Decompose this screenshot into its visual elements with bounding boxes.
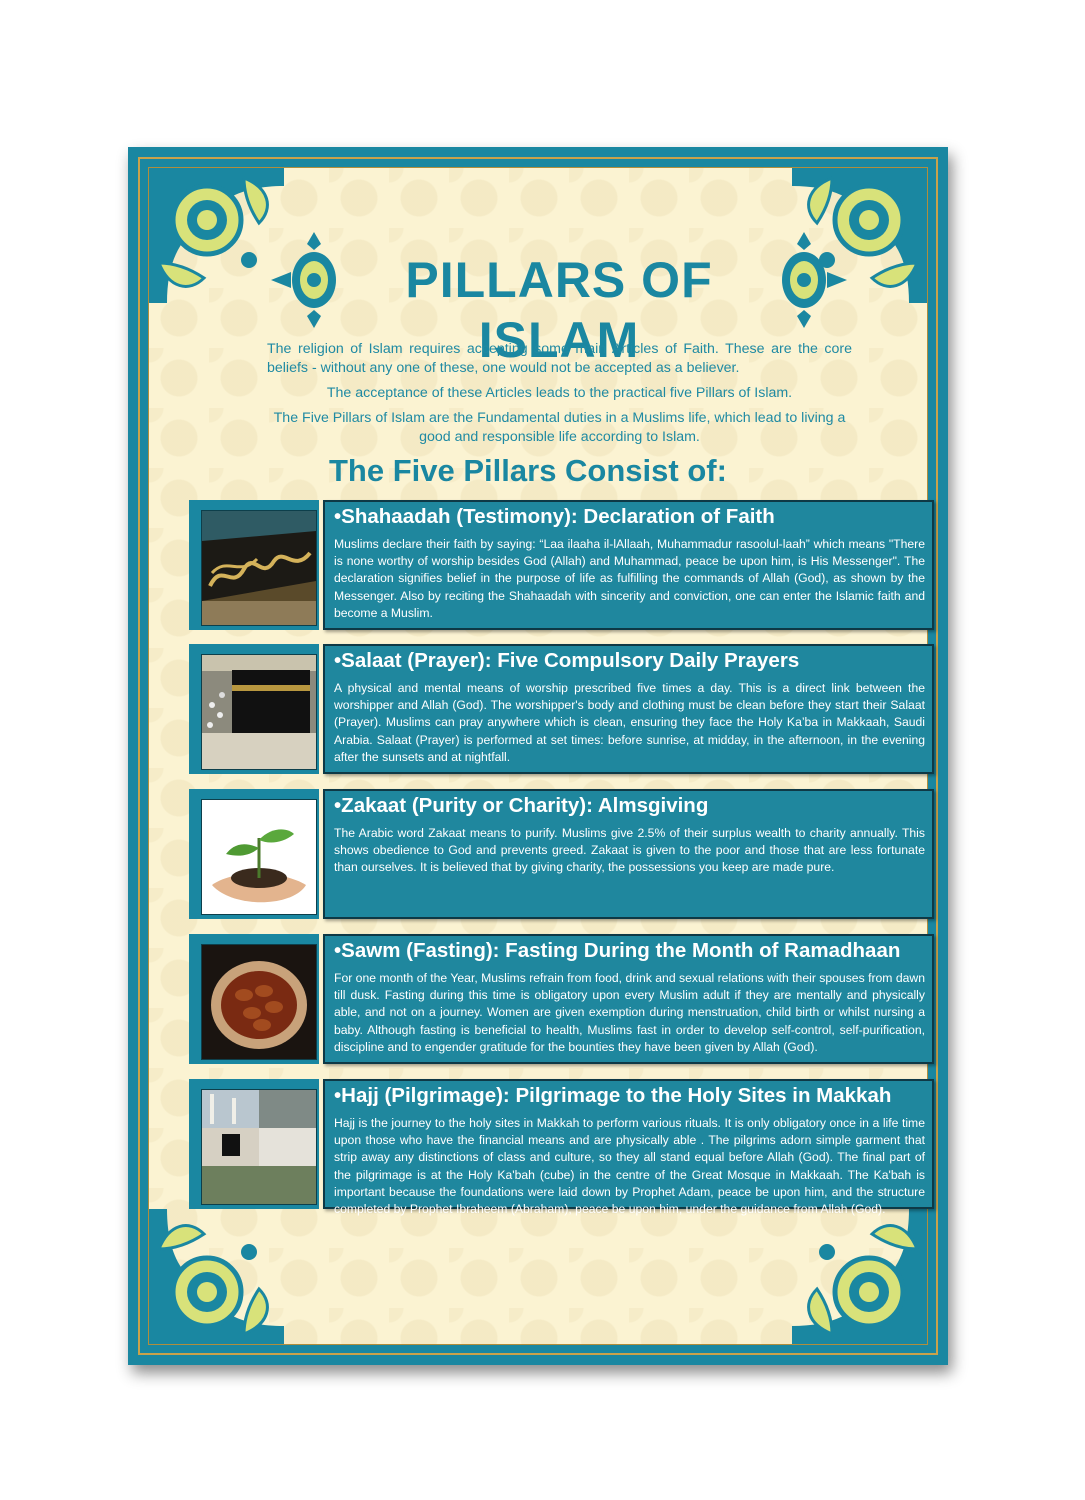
photo-frame <box>189 789 319 919</box>
pillar-salaat <box>189 644 934 774</box>
pillar-card <box>323 644 934 774</box>
page-title: PILLARS OF ISLAM <box>405 252 713 368</box>
pillar-description: Muslims declare their faith by saying: “Laa ilaaha il-lAllaah, Muhammadur rasoolul-laah” which means "There is none worthy of worship besides God (Allah) and Muhammad, peace be upon him, is His Messenger". The declaration signifies belief in the purpose of life as fulfilling the commands of Allah (God), as shown by the Messenger. Also by reciting the Shahaadah with sincerity and conviction, one can enter the Islamic faith and become a Muslim. <box>334 537 925 620</box>
hajj-collage-photo <box>201 1089 317 1205</box>
corner-ornament-top-left <box>149 168 284 303</box>
photo-frame <box>189 500 319 630</box>
poster <box>128 147 948 1365</box>
pillar-card <box>323 500 934 630</box>
corner-ornament-bottom-right <box>792 1209 927 1344</box>
title-ornament-left-icon <box>269 230 339 330</box>
pillar-card <box>323 789 934 919</box>
pillar-card <box>323 1079 934 1217</box>
kaaba-photo <box>201 654 317 770</box>
pillar-description: A physical and mental means of worship prescribed five times a day. This is a direct link between the worshipper and Allah (God). The worshipper's body and clothing must be clean before they start their Salaat (Prayer). Muslims can pray anywhere which is clean, ensuring they face the Holy Ka’ba in Makkaah, Saudi Arabia. Salaat (Prayer) is performed at set times: before sunrise, at midday, in the afternoon, in the evening after the sunsets and at nightfall. <box>334 681 925 764</box>
corner-ornament-bottom-left <box>149 1209 284 1344</box>
pillar-description: For one month of the Year, Muslims refrain from food, drink and sexual relations with their spouses from dawn till dusk. Fasting during this time is obligatory upon every Muslim adult if they are mentally and physically able, and not on a journey. Women are given exemption during menstruation, child birth or whilst nursing a baby. Although fasting is beneficial to health, Muslims fast in order to develop self-control, self-purification, discipline and to engender gratitude for the bounties they have been given by Allah (God). <box>334 971 925 1054</box>
dates-photo <box>201 944 317 1060</box>
pillar-sawm <box>189 934 934 1064</box>
pillar-shahaadah <box>189 500 934 630</box>
pillar-zakaat <box>189 789 934 919</box>
photo-frame <box>189 1079 319 1209</box>
photo-frame <box>189 644 319 774</box>
pillar-hajj <box>189 1079 934 1217</box>
pillar-title: •Zakaat (Purity or Charity): Almsgiving <box>334 794 709 817</box>
pillar-title: •Shahaadah (Testimony): Declaration of Faith <box>334 505 775 528</box>
intro-paragraph-1: The religion of Islam requires accepting some main Articles of Faith. These are the core beliefs - without any one of these, one would not be accepted as a believer. <box>267 341 852 376</box>
calligraphy-photo <box>201 510 317 626</box>
intro-paragraph-2: The acceptance of these Articles leads to the practical five Pillars of Islam. <box>326 385 793 401</box>
title-ornament-right-icon <box>779 230 849 330</box>
pillar-title: •Hajj (Pilgrimage): Pilgrimage to the Holy Sites in Makkah <box>334 1084 892 1107</box>
five-pillars-heading: The Five Pillars Consist of: <box>329 453 727 488</box>
pillar-description: Hajj is the journey to the holy sites in Makkah to perform various rituals. It is only obligatory once in a life time upon those who have the financial means and are physically able . The pilgrims adorn simple garment that strip away any distinctions of class and culture, so they all stand equal before Allah (God). The final part of the pilgrimage is at the Holy Ka'bah (cube) in the centre of the Great Mosque in Makkaah. The Ka'bah is important because the foundations were laid down by Prophet Adam, peace be upon him, and the structure completed by Prophet Ibraheem (Abraham), peace be upon him, under the guidance from Allah (God). <box>334 1116 925 1217</box>
pillar-title: •Salaat (Prayer): Five Compulsory Daily Prayers <box>334 649 800 672</box>
pillar-description: The Arabic word Zakaat means to purify. Muslims give 2.5% of their surplus wealth to charity annually. This shows obedience to God and prevents greed. Zakaat is given to the poor and those that are less fortunate than ourselves. It is believed that by giving charity, the possessions you keep are made pure. <box>334 826 925 875</box>
intro-text <box>267 340 852 453</box>
cream-panel <box>148 167 928 1345</box>
intro-paragraph-3: The Five Pillars of Islam are the Fundamental duties in a Muslims life, which lead to living a good and responsible life according to Islam. <box>273 410 846 445</box>
pillar-card <box>323 934 934 1064</box>
pillar-title: •Sawm (Fasting): Fasting During the Month of Ramadhaan <box>334 939 901 962</box>
seedling-photo <box>201 799 317 915</box>
photo-frame <box>189 934 319 1064</box>
